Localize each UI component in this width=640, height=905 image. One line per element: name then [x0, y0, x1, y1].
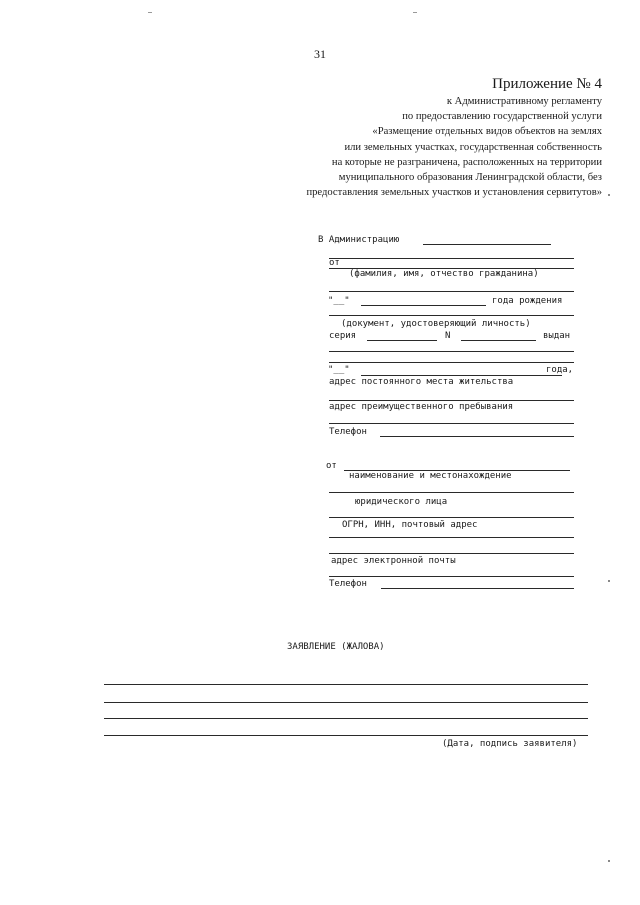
- header-line: муниципального образования Ленинградской области, без: [338, 172, 602, 184]
- scan-speck: [413, 12, 417, 13]
- birth-date-line[interactable]: [361, 305, 486, 306]
- document-number-line[interactable]: [461, 340, 536, 341]
- email-field-line[interactable]: [329, 576, 574, 577]
- scan-speck: [148, 12, 152, 13]
- birth-year-label: года рождения: [492, 296, 563, 306]
- appendix-title: Приложение № 4: [492, 76, 602, 92]
- header-line: «Размещение отдельных видов объектов на землях: [372, 126, 602, 138]
- form-line[interactable]: [329, 258, 574, 259]
- primary-address-label: адрес преимущественного пребывания: [329, 402, 514, 412]
- document-caption: (документ, удостоверяющий личность): [341, 319, 531, 329]
- form-line[interactable]: [329, 315, 574, 316]
- signature-caption: (Дата, подпись заявителя): [442, 739, 578, 749]
- form-line[interactable]: [329, 537, 574, 538]
- header-line: предоставления земельных участков и установления сервитутов»: [306, 187, 602, 199]
- scan-speck: [608, 580, 610, 582]
- scan-speck: [608, 194, 610, 196]
- statement-text-line[interactable]: [104, 702, 588, 703]
- statement-text-line[interactable]: [104, 718, 588, 719]
- issue-day-quote: "__": [328, 365, 350, 375]
- email-caption: адрес электронной почты: [331, 556, 456, 566]
- page-number: 31: [314, 47, 326, 61]
- to-administration-label: В Администрацию: [318, 235, 400, 245]
- number-sign: N: [445, 331, 451, 341]
- org-caption-legal-entity: юридического лица: [355, 497, 448, 507]
- org-caption-ogrn-inn: ОГРН, ИНН, почтовый адрес: [342, 520, 478, 530]
- from-label: от: [329, 258, 340, 268]
- administration-field-line[interactable]: [423, 244, 551, 245]
- issue-year-label: года,: [546, 365, 574, 375]
- fio-caption: (фамилия, имя, отчество гражданина): [349, 269, 539, 279]
- header-line: на которые не разграничена, расположенных на территории: [331, 156, 602, 168]
- phone-field-line[interactable]: [380, 436, 574, 437]
- birth-day-quote: "__": [328, 296, 350, 306]
- series-label: серия: [329, 331, 357, 341]
- issue-date-line[interactable]: [361, 375, 562, 376]
- header-line: к Административному регламенту: [446, 96, 602, 107]
- series-field-line[interactable]: [367, 340, 437, 341]
- scan-speck: [608, 860, 610, 862]
- statement-text-line[interactable]: [104, 684, 588, 685]
- statement-text-line[interactable]: [104, 735, 588, 736]
- form-line[interactable]: [329, 362, 574, 363]
- form-line[interactable]: [329, 553, 574, 554]
- phone-label-org: Телефон: [329, 579, 367, 589]
- from-label-org: от: [326, 461, 337, 471]
- statement-title: ЗАЯВЛЕНИЕ (ЖАЛОВА): [287, 642, 385, 652]
- form-line[interactable]: [329, 492, 574, 493]
- appendix-header: [306, 76, 602, 200]
- primary-address-line[interactable]: [329, 423, 574, 424]
- issued-label: выдан: [543, 331, 571, 341]
- form-line[interactable]: [329, 517, 574, 518]
- form-line[interactable]: [329, 291, 574, 292]
- permanent-address-line[interactable]: [329, 400, 574, 401]
- header-line: или земельных участках, государственная собственность: [344, 141, 602, 153]
- org-caption-name-location: наименование и местонахождение: [349, 471, 512, 481]
- phone-label: Телефон: [329, 427, 367, 437]
- header-line: по предоставлению государственной услуги: [402, 111, 602, 123]
- form-line[interactable]: [329, 351, 574, 352]
- permanent-address-label: адрес постоянного места жительства: [329, 377, 514, 387]
- phone-field-line-org[interactable]: [381, 588, 574, 589]
